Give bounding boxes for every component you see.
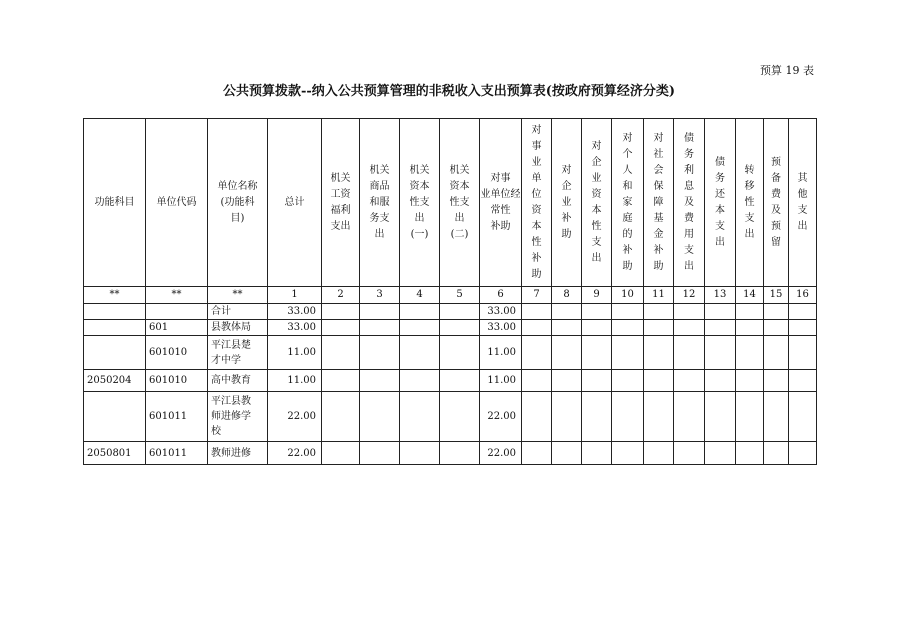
empty-cell xyxy=(736,304,764,320)
column-index-cell: 5 xyxy=(440,287,480,304)
empty-cell xyxy=(582,336,612,370)
empty-cell xyxy=(789,320,817,336)
empty-cell xyxy=(322,442,360,465)
empty-cell xyxy=(612,304,644,320)
header-row xyxy=(84,119,817,287)
empty-cell xyxy=(440,370,480,392)
column-header xyxy=(146,119,208,287)
column-header xyxy=(764,119,789,287)
column-index-cell: 9 xyxy=(582,287,612,304)
column-index-cell: 15 xyxy=(764,287,789,304)
unit-name-cell: 平江县教 师进修学 校 xyxy=(208,392,268,442)
empty-cell xyxy=(360,336,400,370)
empty-cell xyxy=(522,442,552,465)
column-header-label: 债务利息及费用支出 xyxy=(684,132,694,272)
operating-subsidy-cell: 11.00 xyxy=(480,370,522,392)
empty-cell xyxy=(552,370,582,392)
column-index-cell: 8 xyxy=(552,287,582,304)
column-header xyxy=(644,119,674,287)
form-number-label: 预算 19 表 xyxy=(760,64,814,77)
empty-cell xyxy=(400,442,440,465)
column-index-cell: 14 xyxy=(736,287,764,304)
table-row xyxy=(84,336,817,370)
empty-cell xyxy=(322,336,360,370)
empty-cell xyxy=(552,304,582,320)
unit-code-cell: 601011 xyxy=(146,392,208,442)
empty-cell xyxy=(764,336,789,370)
empty-cell xyxy=(674,370,705,392)
total-cell: 33.00 xyxy=(268,304,322,320)
table-row xyxy=(84,320,817,336)
unit-code-cell: 601 xyxy=(146,320,208,336)
empty-cell xyxy=(789,392,817,442)
empty-cell xyxy=(736,336,764,370)
empty-cell xyxy=(322,320,360,336)
operating-subsidy-cell: 11.00 xyxy=(480,336,522,370)
empty-cell xyxy=(612,370,644,392)
column-index-cell: 7 xyxy=(522,287,552,304)
unit-code-cell xyxy=(146,304,208,320)
empty-cell xyxy=(705,336,736,370)
empty-cell xyxy=(360,370,400,392)
column-index-cell: 11 xyxy=(644,287,674,304)
column-header-label: 对事 业单位经 常性 补助 xyxy=(480,172,521,232)
column-header xyxy=(208,119,268,287)
column-index-cell: 13 xyxy=(705,287,736,304)
empty-cell xyxy=(612,320,644,336)
unit-name-cell: 教师进修 xyxy=(208,442,268,465)
column-header-label: 对个人和家庭的补助 xyxy=(622,132,633,272)
document-title: 公共预算拨款--纳入公共预算管理的非税收入支出预算表(按政府预算经济分类) xyxy=(222,84,676,99)
column-header xyxy=(736,119,764,287)
empty-cell xyxy=(522,392,552,442)
empty-cell xyxy=(674,320,705,336)
empty-cell xyxy=(612,442,644,465)
empty-cell xyxy=(400,392,440,442)
column-header-label: 单位名称 (功能科 目) xyxy=(217,180,258,224)
column-header-label: 总计 xyxy=(284,196,305,208)
column-header xyxy=(612,119,644,287)
column-header-label: 对企业补助 xyxy=(561,164,572,240)
operating-subsidy-cell: 33.00 xyxy=(480,304,522,320)
column-index-cell: 12 xyxy=(674,287,705,304)
unit-name-cell: 合计 xyxy=(208,304,268,320)
column-header-label: 对社会保障基金补助 xyxy=(653,132,664,272)
column-header xyxy=(552,119,582,287)
column-index-cell: ** xyxy=(208,287,268,304)
column-header xyxy=(360,119,400,287)
empty-cell xyxy=(764,320,789,336)
empty-cell xyxy=(705,442,736,465)
unit-name-cell: 县教体局 xyxy=(208,320,268,336)
column-header xyxy=(789,119,817,287)
empty-cell xyxy=(764,392,789,442)
unit-code-cell: 601010 xyxy=(146,336,208,370)
empty-cell xyxy=(764,304,789,320)
empty-cell xyxy=(764,442,789,465)
column-index-cell: 10 xyxy=(612,287,644,304)
empty-cell xyxy=(674,392,705,442)
empty-cell xyxy=(644,392,674,442)
column-header-label: 机关 商品 和服 务支 出 xyxy=(369,164,390,240)
empty-cell xyxy=(322,370,360,392)
empty-cell xyxy=(644,442,674,465)
empty-cell xyxy=(736,370,764,392)
column-header xyxy=(705,119,736,287)
empty-cell xyxy=(552,442,582,465)
column-header xyxy=(440,119,480,287)
column-header xyxy=(84,119,146,287)
empty-cell xyxy=(764,370,789,392)
total-cell: 22.00 xyxy=(268,442,322,465)
column-index-cell: 6 xyxy=(480,287,522,304)
empty-cell xyxy=(322,304,360,320)
empty-cell xyxy=(522,336,552,370)
table-row xyxy=(84,392,817,442)
empty-cell xyxy=(552,320,582,336)
column-header xyxy=(400,119,440,287)
column-header-label: 机关 资本 性支 出 (一) xyxy=(409,164,430,240)
function-code-cell: 2050204 xyxy=(84,370,146,392)
empty-cell xyxy=(612,336,644,370)
column-header-label: 机关 工资 福利 支出 xyxy=(330,172,351,232)
operating-subsidy-cell: 22.00 xyxy=(480,392,522,442)
empty-cell xyxy=(322,392,360,442)
empty-cell xyxy=(552,336,582,370)
empty-cell xyxy=(705,370,736,392)
total-cell: 22.00 xyxy=(268,392,322,442)
column-header-label: 预备费及预留 xyxy=(771,156,781,248)
unit-name-cell: 平江县楚 才中学 xyxy=(208,336,268,370)
empty-cell xyxy=(644,320,674,336)
empty-cell xyxy=(582,304,612,320)
column-index-cell: 3 xyxy=(360,287,400,304)
column-header xyxy=(268,119,322,287)
unit-code-cell: 601010 xyxy=(146,370,208,392)
column-header xyxy=(582,119,612,287)
empty-cell xyxy=(705,304,736,320)
empty-cell xyxy=(440,320,480,336)
empty-cell xyxy=(612,392,644,442)
column-header xyxy=(674,119,705,287)
column-index-cell: 4 xyxy=(400,287,440,304)
empty-cell xyxy=(440,392,480,442)
function-code-cell xyxy=(84,320,146,336)
column-index-cell: 16 xyxy=(789,287,817,304)
unit-code-cell: 601011 xyxy=(146,442,208,465)
empty-cell xyxy=(522,370,552,392)
column-index-cell: ** xyxy=(146,287,208,304)
empty-cell xyxy=(440,304,480,320)
column-header-label: 功能科目 xyxy=(94,196,135,208)
empty-cell xyxy=(360,442,400,465)
budget-table xyxy=(83,118,817,465)
column-header-label: 机关 资本 性支 出 (二) xyxy=(449,164,470,240)
empty-cell xyxy=(705,392,736,442)
column-header-label: 对事业单位资本性补助 xyxy=(531,124,542,280)
function-code-cell xyxy=(84,304,146,320)
column-index-cell: 1 xyxy=(268,287,322,304)
empty-cell xyxy=(400,370,440,392)
table-row xyxy=(84,370,817,392)
table-row xyxy=(84,442,817,465)
table-row xyxy=(84,304,817,320)
total-cell: 33.00 xyxy=(268,320,322,336)
empty-cell xyxy=(705,320,736,336)
empty-cell xyxy=(360,392,400,442)
empty-cell xyxy=(440,442,480,465)
column-header-label: 转移性支出 xyxy=(744,164,755,240)
column-header xyxy=(322,119,360,287)
empty-cell xyxy=(552,392,582,442)
empty-cell xyxy=(360,320,400,336)
empty-cell xyxy=(789,442,817,465)
empty-cell xyxy=(582,320,612,336)
function-code-cell: 2050801 xyxy=(84,442,146,465)
column-header-label: 其他支出 xyxy=(797,172,808,232)
unit-name-cell: 高中教育 xyxy=(208,370,268,392)
total-cell: 11.00 xyxy=(268,336,322,370)
column-header-label: 对企业资本性支出 xyxy=(591,140,602,264)
empty-cell xyxy=(644,336,674,370)
empty-cell xyxy=(644,370,674,392)
empty-cell xyxy=(582,392,612,442)
empty-cell xyxy=(360,304,400,320)
empty-cell xyxy=(582,442,612,465)
empty-cell xyxy=(522,304,552,320)
empty-cell xyxy=(789,370,817,392)
empty-cell xyxy=(736,320,764,336)
function-code-cell xyxy=(84,392,146,442)
empty-cell xyxy=(674,304,705,320)
function-code-cell xyxy=(84,336,146,370)
empty-cell xyxy=(674,336,705,370)
empty-cell xyxy=(789,304,817,320)
column-index-cell: 2 xyxy=(322,287,360,304)
empty-cell xyxy=(400,320,440,336)
empty-cell xyxy=(736,442,764,465)
column-index-cell: ** xyxy=(84,287,146,304)
empty-cell xyxy=(582,370,612,392)
empty-cell xyxy=(674,442,705,465)
empty-cell xyxy=(736,392,764,442)
column-header xyxy=(522,119,552,287)
empty-cell xyxy=(400,336,440,370)
empty-cell xyxy=(400,304,440,320)
column-header xyxy=(480,119,522,287)
empty-cell xyxy=(522,320,552,336)
column-header-label: 债务还本支出 xyxy=(715,156,725,248)
column-index-row xyxy=(84,287,817,304)
empty-cell xyxy=(440,336,480,370)
column-header-label: 单位代码 xyxy=(156,196,197,208)
operating-subsidy-cell: 33.00 xyxy=(480,320,522,336)
empty-cell xyxy=(644,304,674,320)
total-cell: 11.00 xyxy=(268,370,322,392)
operating-subsidy-cell: 22.00 xyxy=(480,442,522,465)
empty-cell xyxy=(789,336,817,370)
